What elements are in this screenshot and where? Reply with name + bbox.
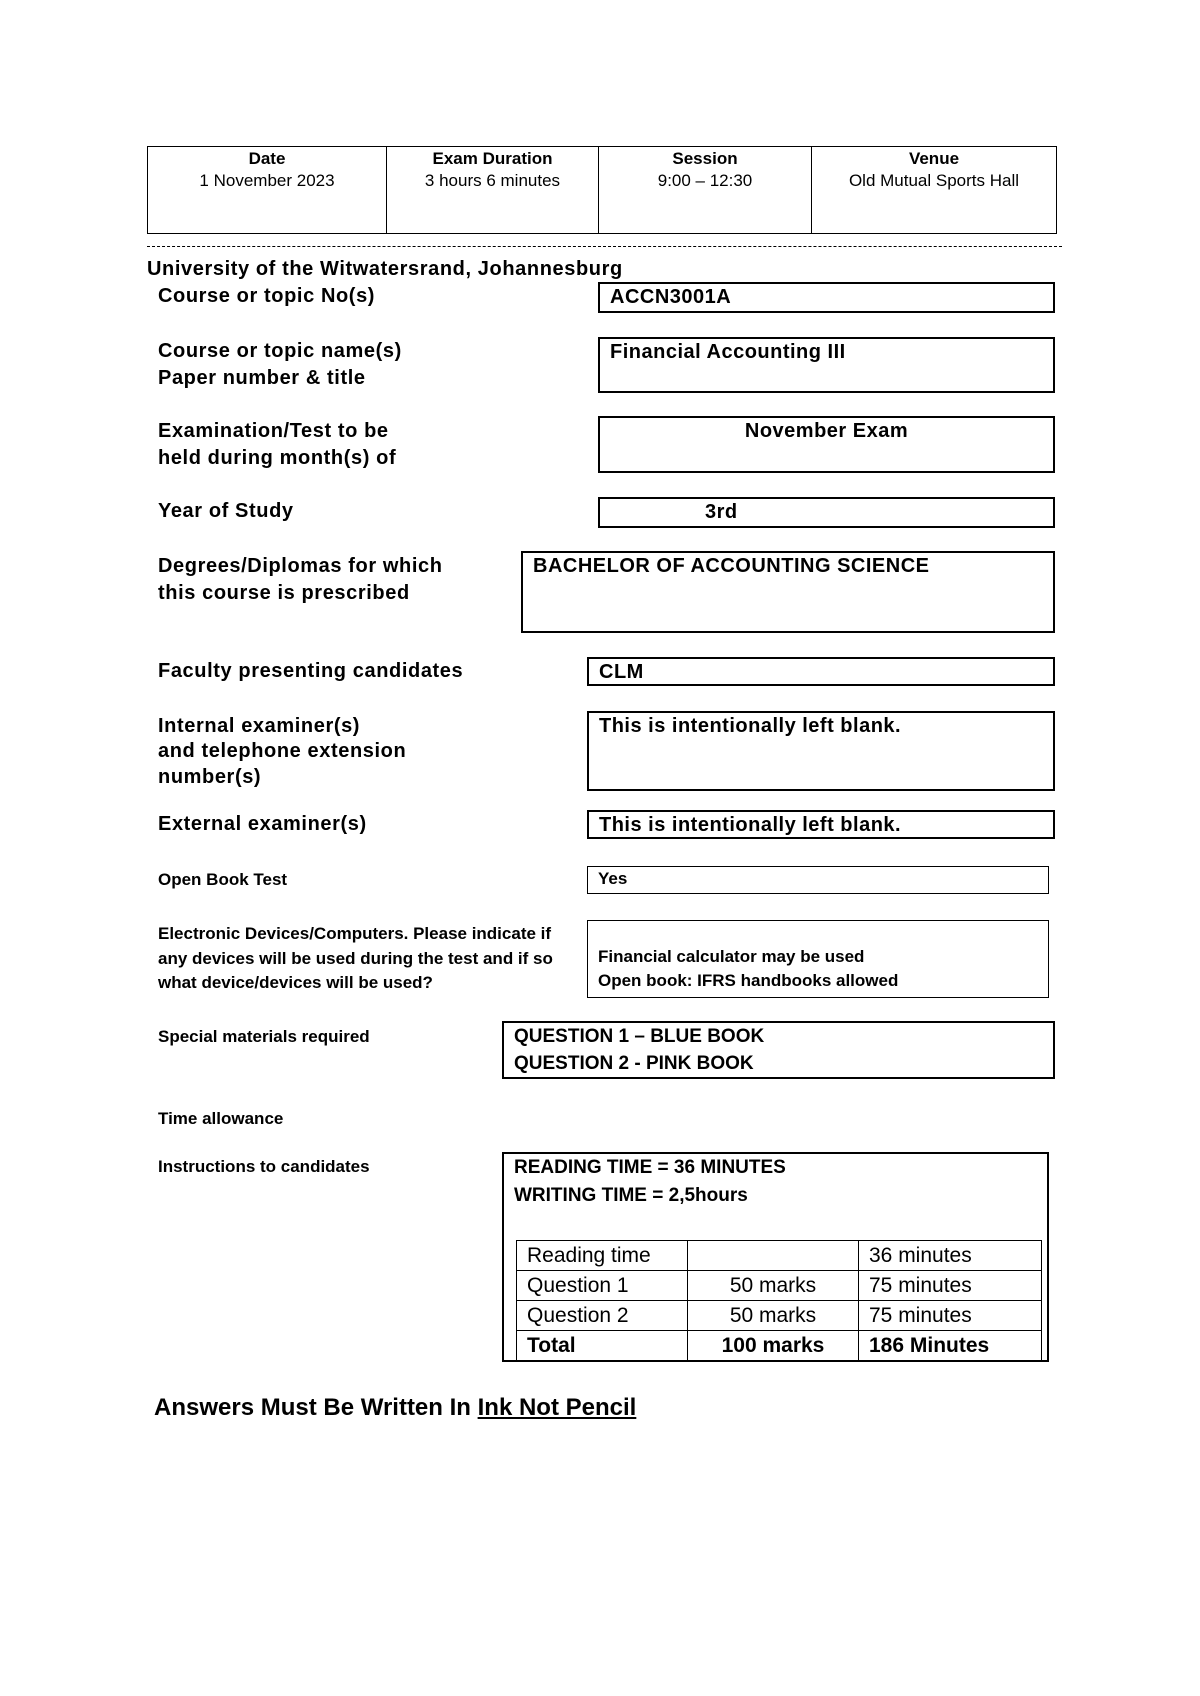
exam-month-label-2: held during month(s) of — [158, 447, 397, 469]
duration-cell — [387, 147, 599, 234]
devices-label-1: Electronic Devices/Computers. Please indicate if — [158, 924, 552, 943]
footer-notice — [154, 1394, 636, 1422]
internal-examiner-label-2: and telephone extension — [158, 740, 407, 762]
venue-heading: Venue — [908, 149, 960, 168]
table-row-total — [517, 1331, 1042, 1362]
time-allocation-table — [516, 1240, 1042, 1362]
year-field: 3rd — [598, 497, 1055, 528]
table-row — [517, 1241, 1042, 1271]
year-label: Year of Study — [158, 500, 294, 522]
materials-label: Special materials required — [158, 1027, 370, 1046]
date-value: 1 November 2023 — [199, 171, 335, 190]
duration-heading: Exam Duration — [432, 149, 553, 168]
footer-text: Answers Must Be Written In — [154, 1394, 478, 1421]
item-cell: Total — [517, 1331, 688, 1362]
devices-label-2: any devices will be used during the test and if so — [158, 949, 553, 968]
devices-field — [587, 920, 1049, 998]
faculty-field: CLM — [587, 657, 1055, 686]
course-name-field: Financial Accounting III — [598, 337, 1055, 393]
exam-month-field: November Exam — [598, 416, 1055, 473]
devices-value-2: Open book: IFRS handbooks allowed — [598, 971, 899, 990]
devices-value-1: Financial calculator may be used — [598, 947, 865, 966]
devices-label-3: what device/devices will be used? — [158, 973, 433, 992]
internal-examiner-label-3: number(s) — [158, 766, 262, 788]
table-row — [517, 1301, 1042, 1331]
session-value: 9:00 – 12:30 — [657, 171, 753, 190]
materials-value-2: QUESTION 2 - PINK BOOK — [514, 1053, 754, 1074]
exam-month-label-1: Examination/Test to be — [158, 420, 389, 442]
internal-examiner-field: This is intentionally left blank. — [587, 711, 1055, 791]
writing-time-line: WRITING TIME = 2,5hours — [514, 1185, 748, 1206]
table-row — [517, 1271, 1042, 1301]
faculty-label: Faculty presenting candidates — [158, 660, 464, 682]
materials-field — [502, 1021, 1055, 1079]
time-cell: 75 minutes — [859, 1271, 1042, 1301]
internal-examiner-label-1: Internal examiner(s) — [158, 715, 361, 737]
open-book-label: Open Book Test — [158, 870, 288, 889]
dashed-divider — [147, 246, 1062, 247]
university-name: University of the Witwatersrand, Johannesburg — [147, 258, 623, 280]
item-cell: Reading time — [517, 1241, 688, 1271]
item-cell: Question 1 — [517, 1271, 688, 1301]
degrees-field: BACHELOR OF ACCOUNTING SCIENCE — [521, 551, 1055, 633]
degrees-label-1: Degrees/Diplomas for which — [158, 555, 443, 577]
session-cell — [599, 147, 812, 234]
venue-value: Old Mutual Sports Hall — [848, 171, 1020, 190]
time-cell: 75 minutes — [859, 1301, 1042, 1331]
time-allowance-label: Time allowance — [158, 1109, 284, 1128]
instructions-label: Instructions to candidates — [158, 1157, 370, 1176]
marks-cell: 100 marks — [688, 1331, 859, 1362]
footer-underlined-text: Ink Not Pencil — [477, 1394, 637, 1421]
paper-title-label: Paper number & title — [158, 367, 366, 389]
session-heading: Session — [672, 149, 738, 168]
date-cell — [148, 147, 387, 234]
materials-value-1: QUESTION 1 – BLUE BOOK — [514, 1026, 765, 1047]
degrees-label-2: this course is prescribed — [158, 582, 410, 604]
reading-time-line: READING TIME = 36 MINUTES — [514, 1157, 786, 1178]
course-name-label: Course or topic name(s) — [158, 340, 402, 362]
course-no-label: Course or topic No(s) — [158, 285, 376, 307]
date-heading: Date — [248, 149, 286, 168]
course-no-field: ACCN3001A — [598, 282, 1055, 313]
time-cell: 36 minutes — [859, 1241, 1042, 1271]
marks-cell — [688, 1241, 859, 1271]
exam-info-table — [147, 146, 1057, 234]
duration-value: 3 hours 6 minutes — [424, 171, 561, 190]
open-book-field: Yes — [587, 866, 1049, 894]
external-examiner-label: External examiner(s) — [158, 813, 367, 835]
time-cell: 186 Minutes — [859, 1331, 1042, 1362]
marks-cell: 50 marks — [688, 1301, 859, 1331]
venue-cell — [812, 147, 1057, 234]
marks-cell: 50 marks — [688, 1271, 859, 1301]
external-examiner-field: This is intentionally left blank. — [587, 810, 1055, 839]
item-cell: Question 2 — [517, 1301, 688, 1331]
